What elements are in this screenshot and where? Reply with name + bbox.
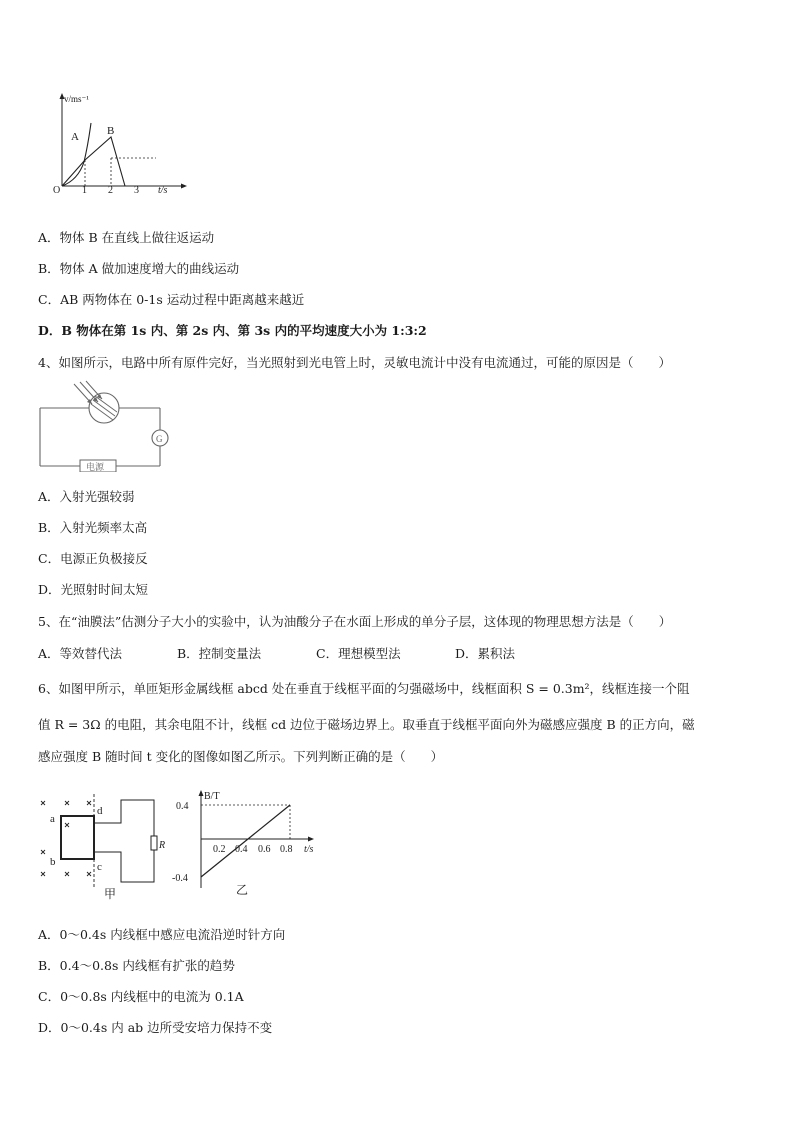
graph-yi-ytick: -0.4 [172, 873, 188, 884]
graph-yi-xtick: 0.2 [213, 844, 226, 855]
q6-option-d: D．0～0.4s 内 ab 边所受安培力保持不变 [38, 1020, 273, 1035]
velocity-time-graph [50, 90, 190, 195]
q6-stem-line1: 6、如图甲所示，单匝矩形金属线框 abcd 处在垂直于线框平面的匀强磁场中，线框面积 S = 0.3m²，线框连接一个阻 [38, 681, 690, 696]
figure-jia-caption: 甲 [104, 887, 117, 901]
q6-option-a: A．0～0.4s 内线框中感应电流沿逆时针方向 [38, 927, 286, 942]
q5-option-a: A．等效替代法 [38, 646, 123, 661]
graph1-tick: 3 [134, 185, 139, 195]
coil-abcd [61, 816, 94, 859]
q5-option-d: D．累积法 [455, 646, 516, 661]
corner-a: a [50, 813, 55, 825]
graph1-tick: 2 [108, 185, 113, 195]
photocell-circuit-diagram [36, 380, 176, 472]
graph1-ylabel: v/ms⁻¹ [64, 94, 89, 104]
q4-option-a: A．入射光强较弱 [38, 489, 135, 504]
graph1-tick: 1 [82, 185, 87, 195]
graph-yi-xtick: 0.8 [280, 844, 293, 855]
q4-option-d: D．光照射时间太短 [38, 582, 149, 597]
q3-option-a: A．物体 B 在直线上做往返运动 [38, 230, 215, 245]
q6-option-c: C．0～0.8s 内线框中的电流为 0.1A [38, 989, 244, 1004]
resistor-label: R [159, 840, 166, 851]
graph-yi-ytick: 0.4 [176, 801, 189, 812]
graph-yi-ylabel: B/T [204, 791, 220, 802]
galvanometer-label: G [156, 434, 163, 444]
graph-yi-xtick: 0.4 [235, 844, 248, 855]
figure-jia-coil-circuit [36, 792, 166, 902]
line-b [62, 137, 125, 186]
corner-d: d [97, 805, 103, 817]
resistor-r [151, 836, 157, 850]
q5-options-row [38, 646, 638, 662]
q3-option-b: B．物体 A 做加速度增大的曲线运动 [38, 261, 240, 276]
graph-yi-xlabel: t/s [304, 844, 314, 855]
graph-yi-xtick: 0.6 [258, 844, 271, 855]
q5-stem: 5、在“油膜法”估测分子大小的实验中，认为油酸分子在水面上形成的单分子层，这体现的物理思想方法是（ ） [38, 614, 672, 629]
graph1-label-b: B [107, 125, 115, 137]
q4-option-b: B．入射光频率太高 [38, 520, 148, 535]
q6-stem-line3: 感应强度 B 随时间 t 变化的图像如图乙所示。下列判断正确的是（ ） [38, 749, 444, 764]
q6-option-b: B．0.4～0.8s 内线框有扩张的趋势 [38, 958, 235, 973]
q5-option-b: B．控制变量法 [177, 646, 262, 661]
graph1-label-a: A [71, 131, 79, 143]
corner-b: b [50, 856, 56, 868]
graph1-xlabel: t/s [158, 185, 168, 195]
q6-stem-line2: 值 R = 3Ω 的电阻，其余电阻不计，线框 cd 边位于磁场边界上。取垂直于线框平面向外为磁感应强度 B 的正方向，磁 [38, 717, 695, 732]
q5-option-c: C．理想模型法 [316, 646, 401, 661]
figure-yi-b-t-graph [168, 788, 323, 900]
q4-option-c: C．电源正负极接反 [38, 551, 148, 566]
graph1-origin: O [53, 185, 61, 195]
q3-option-d: D．B 物体在第 1s 内、第 2s 内、第 3s 内的平均速度大小为 1:3:2 [38, 323, 427, 338]
q4-stem: 4、如图所示，电路中所有原件完好，当光照射到光电管上时，灵敏电流计中没有电流通过，可能的原因是（ ） [38, 355, 671, 370]
figure-yi-caption: 乙 [236, 883, 249, 897]
power-source-label: 电源 [86, 463, 105, 472]
corner-c: c [97, 861, 102, 873]
b-t-line [201, 805, 290, 877]
q3-option-c: C．AB 两物体在 0-1s 运动过程中距离越来越近 [38, 292, 305, 307]
